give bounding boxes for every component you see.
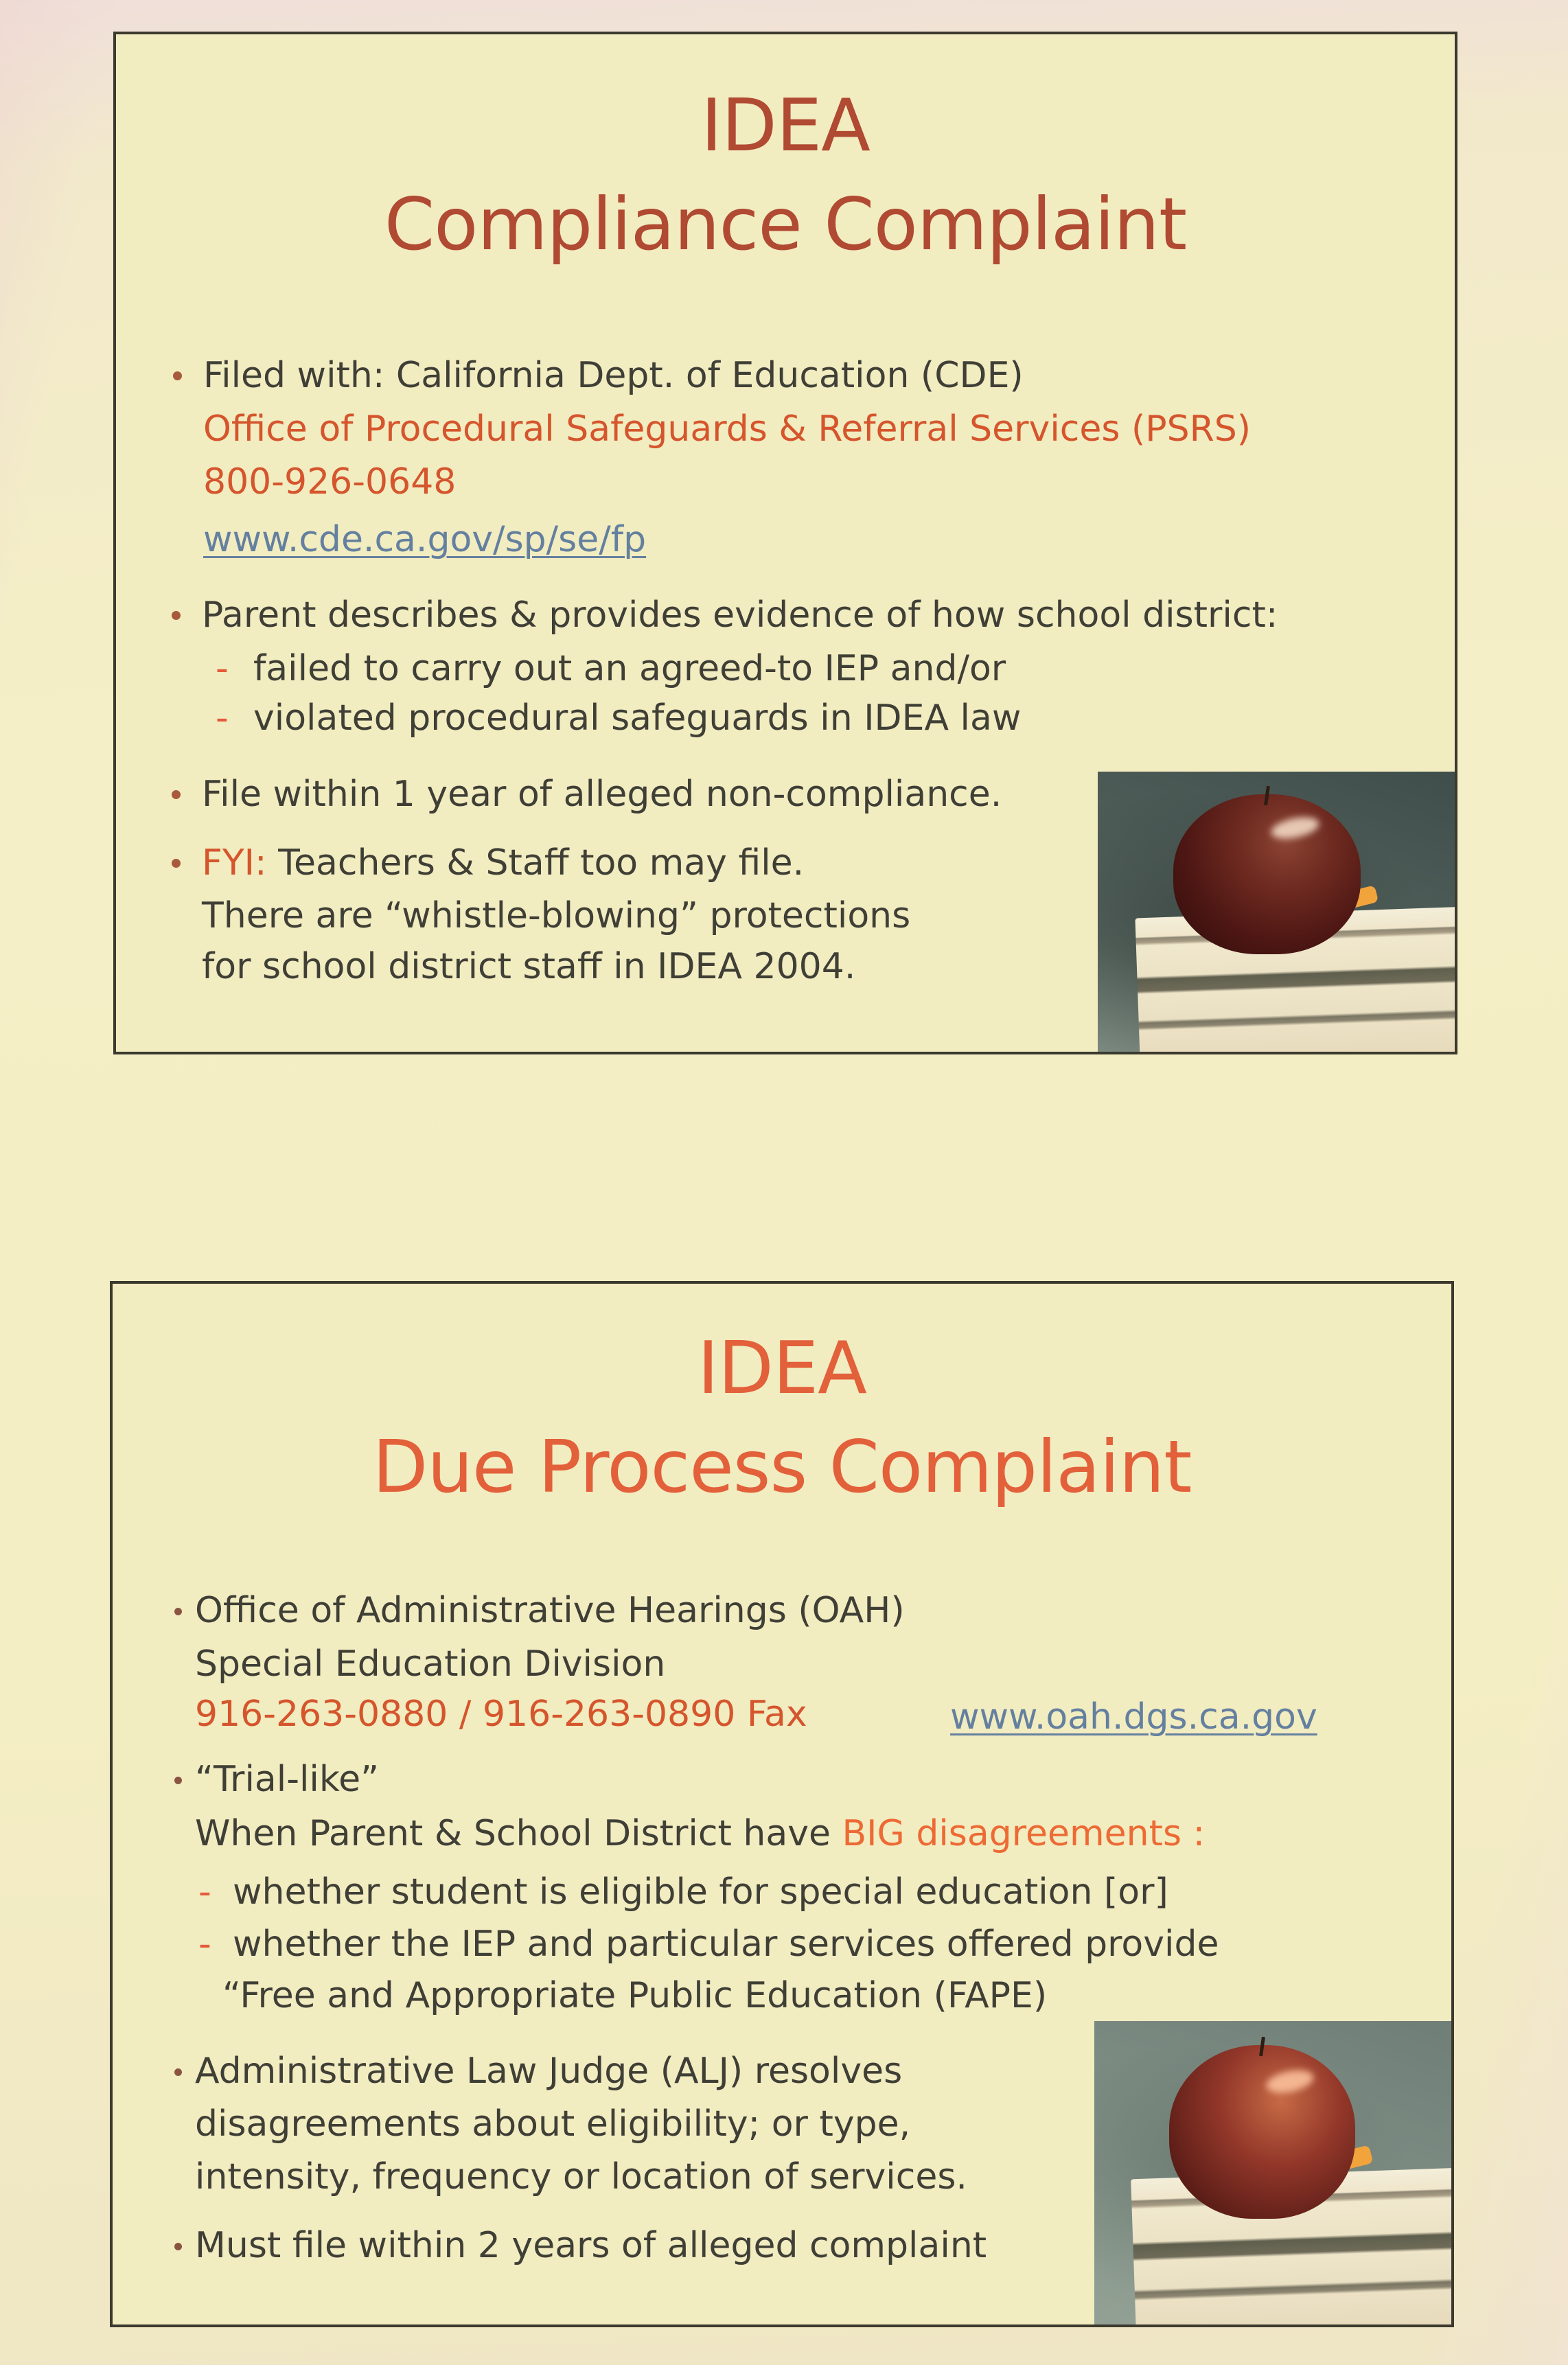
bullet-dot-icon bbox=[173, 371, 182, 380]
apple-stem bbox=[1264, 786, 1270, 805]
failed-iep-subline: - failed to carry out an agreed-to IEP and/or bbox=[216, 648, 1006, 689]
dash-bullet-icon: - bbox=[198, 1924, 211, 1965]
violated-safeguards-subline: - violated procedural safeguards in IDEA law bbox=[216, 697, 1022, 739]
fyi-label: FYI: bbox=[202, 842, 267, 884]
oah-line: Office of Administrative Hearings (OAH) bbox=[195, 1590, 905, 1631]
psrs-office-line: Office of Procedural Safeguards & Referral Services (PSRS) bbox=[203, 408, 1252, 450]
fyi-line: FYI: Teachers & Staff too may file. bbox=[202, 842, 804, 884]
apple-on-books-photo bbox=[1094, 2021, 1451, 2325]
slide2-title-line2: Due Process Complaint bbox=[372, 1425, 1192, 1509]
oah-link: www.oah.dgs.ca.gov bbox=[950, 1696, 1317, 1738]
apple-on-books-photo bbox=[1098, 772, 1457, 1053]
slide-idea-compliance-complaint bbox=[113, 32, 1457, 1054]
special-education-division-line: Special Education Division bbox=[195, 1643, 666, 1685]
bullet-dot-icon bbox=[174, 2068, 182, 2076]
slide1-title-line2: Compliance Complaint bbox=[384, 183, 1187, 266]
filed-with-line: Filed with: California Dept. of Education (CDE) bbox=[203, 355, 1024, 396]
apple-icon bbox=[1173, 794, 1360, 955]
oah-phone-number: 916-263-0880 / 916-263-0890 Fax bbox=[195, 1694, 807, 1735]
alj-eligibility-line: disagreements about eligibility; or type, bbox=[195, 2103, 911, 2145]
fape-subline: “Free and Appropriate Public Education (FAPE) bbox=[222, 1975, 1048, 2016]
iep-services-subline: - whether the IEP and particular services offered provide bbox=[198, 1924, 1219, 1965]
apple-stem bbox=[1259, 2037, 1265, 2056]
cde-link: www.cde.ca.gov/sp/se/fp bbox=[203, 519, 647, 560]
whistle-blowing-line: There are “whistle-blowing” protections bbox=[202, 895, 911, 936]
apple-highlight bbox=[1269, 814, 1321, 842]
eligibility-subline: - whether student is eligible for special education [or] bbox=[198, 1871, 1168, 1913]
bullet-dot-icon bbox=[172, 611, 181, 620]
slide2-title-line1: IDEA bbox=[697, 1326, 866, 1410]
apple-highlight bbox=[1264, 2066, 1315, 2097]
slide1-title-line1: IDEA bbox=[701, 84, 870, 168]
bullet-dot-icon bbox=[174, 2243, 182, 2250]
cde-phone-number: 800-926-0648 bbox=[203, 461, 457, 503]
file-within-1-year-line: File within 1 year of alleged non-compliance. bbox=[202, 774, 1002, 815]
apple-icon bbox=[1169, 2045, 1354, 2219]
bullet-dot-icon bbox=[174, 1608, 182, 1615]
dash-bullet-icon: - bbox=[216, 697, 229, 739]
bullet-dot-icon bbox=[174, 1777, 182, 1784]
big-disagreements-highlight: BIG disagreements bbox=[842, 1813, 1182, 1854]
parent-describes-line: Parent describes & provides evidence of how school district: bbox=[202, 595, 1278, 636]
big-disagreements-line: When Parent & School District have BIG disagreements : bbox=[195, 1813, 1206, 1854]
idea-2004-line: for school district staff in IDEA 2004. bbox=[202, 946, 856, 987]
dash-bullet-icon: - bbox=[216, 648, 229, 689]
alj-resolves-line: Administrative Law Judge (ALJ) resolves bbox=[195, 2051, 902, 2092]
must-file-2-years-line: Must file within 2 years of alleged complaint bbox=[195, 2225, 987, 2266]
dash-bullet-icon: - bbox=[198, 1871, 211, 1913]
trial-like-line: “Trial-like” bbox=[195, 1759, 379, 1800]
bullet-dot-icon bbox=[172, 790, 181, 799]
slide-idea-due-process-complaint bbox=[110, 1281, 1454, 2327]
bullet-dot-icon bbox=[172, 859, 181, 868]
alj-services-line: intensity, frequency or location of services. bbox=[195, 2156, 967, 2197]
